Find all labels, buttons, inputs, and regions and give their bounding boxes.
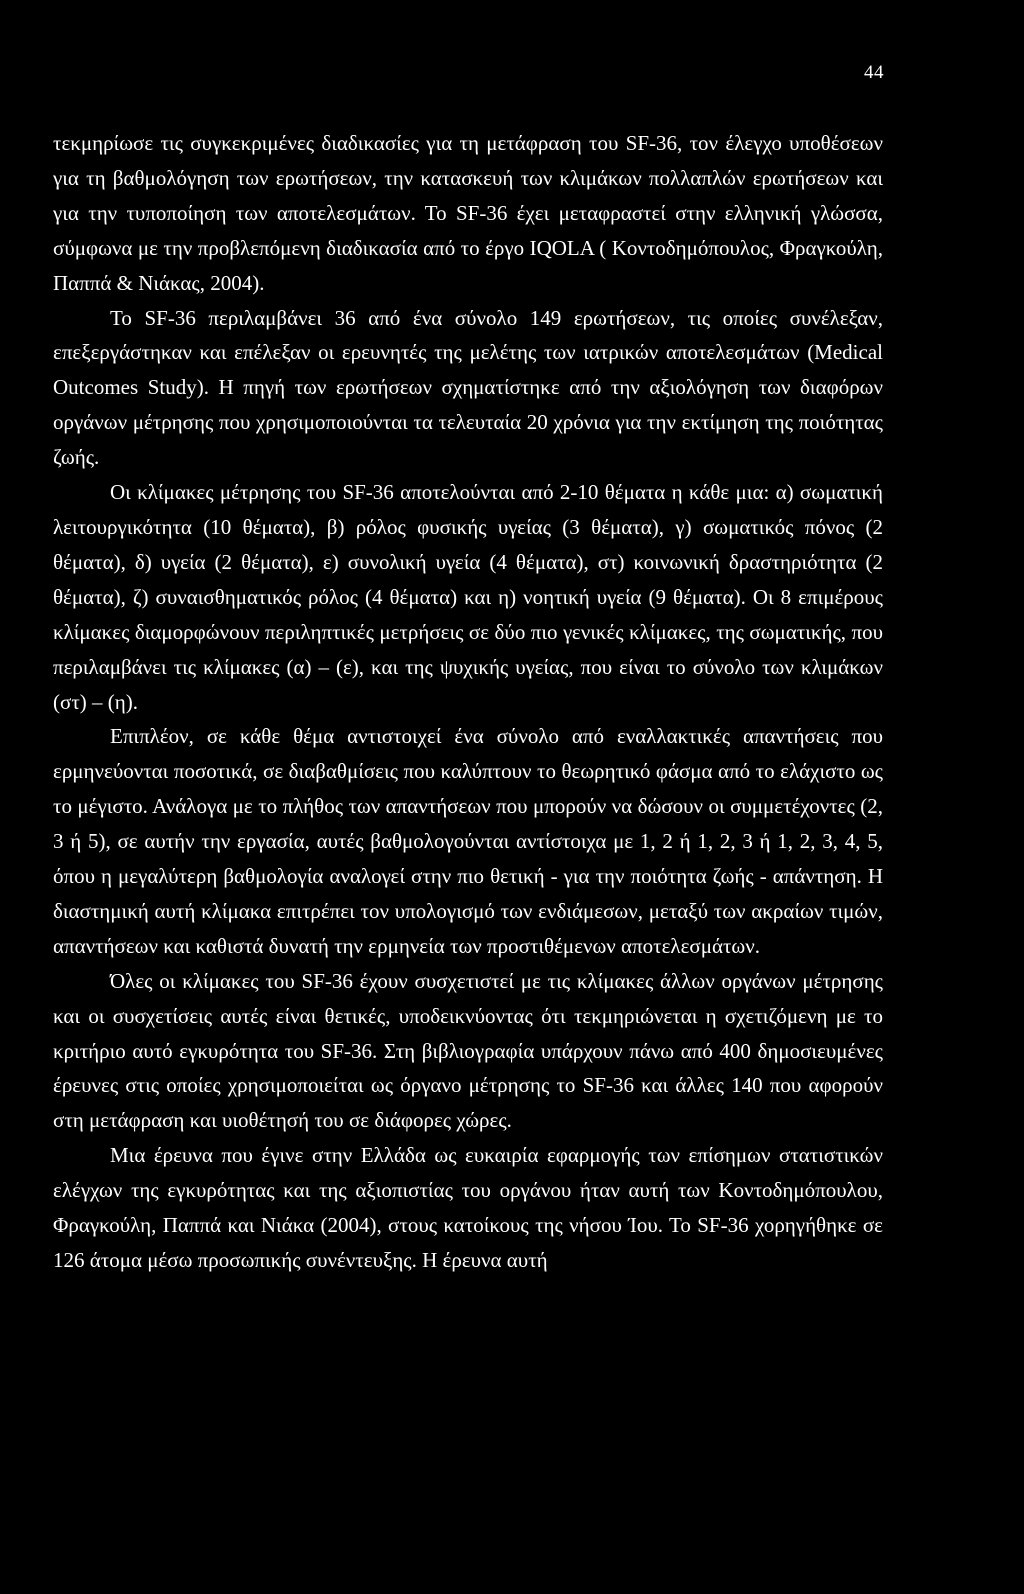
paragraph-continuation: τεκμηρίωσε τις συγκεκριμένες διαδικασίες για τη μετάφραση του SF-36, τον έλεγχο υποθέσεων για τη βαθμολόγηση των ερωτήσεων, την κατασκευή των κλιμάκων πολλαπλών ερωτήσεων και για την τυποποίηση των αποτελεσμάτων. Το SF-36 έχει μεταφραστεί στην ελληνική γλώσσα, σύμφωνα με την προβλεπόμενη διαδικασία από το έργο IQOLA ( Κοντοδημόπουλος, Φραγκούλη, Παππά & Νιάκας, 2004).	[53, 131, 883, 295]
document-body	[53, 126, 883, 1278]
paragraph-sf36-questions: Το SF-36 περιλαμβάνει 36 από ένα σύνολο 149 ερωτήσεων, τις οποίες συνέλεξαν, επεξεργάστηκαν και επέλεξαν οι ερευνητές της μελέτης των ιατρικών αποτελεσμάτων (Medical Outcomes Study). Η πηγή των ερωτήσεων σχηματίστηκε από την αξιολόγηση των διαφόρων οργάνων μέτρησης που χρησιμοποιούνται τα τελευταία 20 χρόνια για την εκτίμηση της ποιότητας ζωής.	[53, 305, 883, 470]
paragraph-correlations: Όλες οι κλίμακες του SF-36 έχουν συσχετιστεί με τις κλίμακες άλλων οργάνων μέτρησης και οι συσχετίσεις αυτές είναι θετικές, υποδεικνύοντας ότι τεκμηριώνεται η σχετιζόμενη με το κριτήριο αυτό εγκυρότητα του SF-36. Στη βιβλιογραφία υπάρχουν πάνω από 400 δημοσιευμένες έρευνες στις οποίες χρησιμοποιείται ως όργανο μέτρησης το SF-36 και άλλες 140 που αφορούν στη μετάφραση και υιοθέτησή του σε διάφορες χώρες.	[53, 968, 883, 1133]
paragraph-greek-study: Μια έρευνα που έγινε στην Ελλάδα ως ευκαιρία εφαρμογής των επίσημων στατιστικών ελέγχων της εγκυρότητας και της αξιοπιστίας του οργάνου ήταν αυτή των Κοντοδημόπουλου, Φραγκούλη, Παππά και Νιάκα (2004), στους κατοίκους της νήσου Ίου. Το SF-36 χορηγήθηκε σε 126 άτομα μέσω προσωπικής συνέντευξης. Η έρευνα αυτή	[53, 1143, 883, 1272]
page-number: 44	[864, 62, 884, 83]
paragraph-scoring: Επιπλέον, σε κάθε θέμα αντιστοιχεί ένα σύνολο από εναλλακτικές απαντήσεις που ερμηνεύονται ποσοτικά, σε διαβαθμίσεις που καλύπτουν το θεωρητικό φάσμα από το ελάχιστο ως το μέγιστο. Ανάλογα με το πλήθος των απαντήσεων που μπορούν να δώσουν οι συμμετέχοντες (2, 3 ή 5), σε αυτήν την εργασία, αυτές βαθμολογούνται αντίστοιχα με 1, 2 ή 1, 2, 3 ή 1, 2, 3, 4, 5, όπου η μεγαλύτερη βαθμολογία αναλογεί στην πιο θετική - για την ποιότητα ζωής - απάντηση. Η διαστημική αυτή κλίμακα επιτρέπει τον υπολογισμό των ενδιάμεσων, μεταξύ των ακραίων τιμών, απαντήσεων και καθιστά δυνατή την ερμηνεία των προστιθέμενων αποτελεσμάτων.	[53, 724, 883, 958]
paragraph-sf36-scales: Οι κλίμακες μέτρησης του SF-36 αποτελούνται από 2-10 θέματα η κάθε μια: α) σωματική λειτουργικότητα (10 θέματα), β) ρόλος φυσικής υγείας (3 θέματα), γ) σωματικός πόνος (2 θέματα), δ) υγεία (2 θέματα), ε) συνολική υγεία (4 θέματα), στ) κοινωνική δραστηριότητα (2 θέματα), ζ) συναισθηματικός ρόλος (4 θέματα) και η) νοητική υγεία (9 θέματα). Οι 8 επιμέρους κλίμακες διαμορφώνουν περιληπτικές μετρήσεις σε δύο πιο γενικές κλίμακες, της σωματικής, που περιλαμβάνει τις κλίμακες (α) – (ε), και της ψυχικής υγείας, που είναι το σύνολο των κλιμάκων (στ) – (η).	[53, 480, 883, 714]
